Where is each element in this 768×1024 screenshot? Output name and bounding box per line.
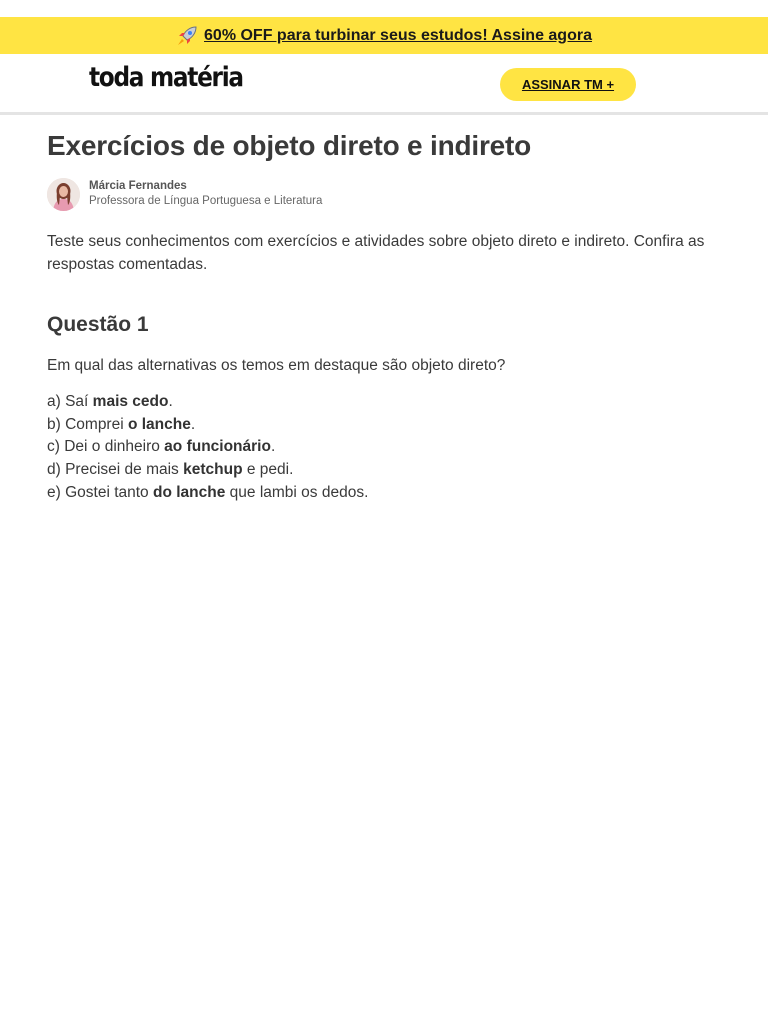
author-role: Professora de Língua Portuguesa e Literatura bbox=[89, 195, 323, 207]
option-e: e) Gostei tanto do lanche que lambi os dedos. bbox=[47, 483, 369, 501]
option-c: c) Dei o dinheiro ao funcionário. bbox=[47, 438, 276, 456]
subscribe-button[interactable]: ASSINAR TM + bbox=[500, 68, 636, 101]
site-logo[interactable]: toda matéria bbox=[89, 62, 243, 93]
question-title: Questão 1 bbox=[47, 313, 149, 336]
author-name[interactable]: Márcia Fernandes bbox=[89, 180, 187, 192]
option-a: a) Saí mais cedo. bbox=[47, 393, 173, 410]
site-header bbox=[0, 54, 768, 115]
question-text: Em qual das alternativas os temos em destaque são objeto direto? bbox=[47, 357, 506, 374]
promo-link[interactable] bbox=[176, 25, 592, 47]
author-avatar[interactable] bbox=[47, 178, 80, 211]
question-options bbox=[47, 391, 717, 505]
top-gap bbox=[0, 0, 768, 17]
page-title: Exercícios de objeto direto e indireto bbox=[47, 130, 532, 161]
article-intro: Teste seus conhecimentos com exercícios e atividades sobre objeto direto e indireto. Confira as respostas comentadas. bbox=[47, 233, 705, 273]
article-content bbox=[47, 115, 717, 505]
promo-banner bbox=[0, 17, 768, 54]
author-info bbox=[89, 179, 322, 209]
option-b: b) Comprei o lanche. bbox=[47, 415, 196, 433]
author-block bbox=[47, 177, 717, 211]
rocket-icon bbox=[176, 25, 198, 47]
option-d: d) Precisei de mais ketchup e pedi. bbox=[47, 461, 294, 479]
promo-text: 60% OFF para turbinar seus estudos! Assine agora bbox=[204, 26, 592, 44]
